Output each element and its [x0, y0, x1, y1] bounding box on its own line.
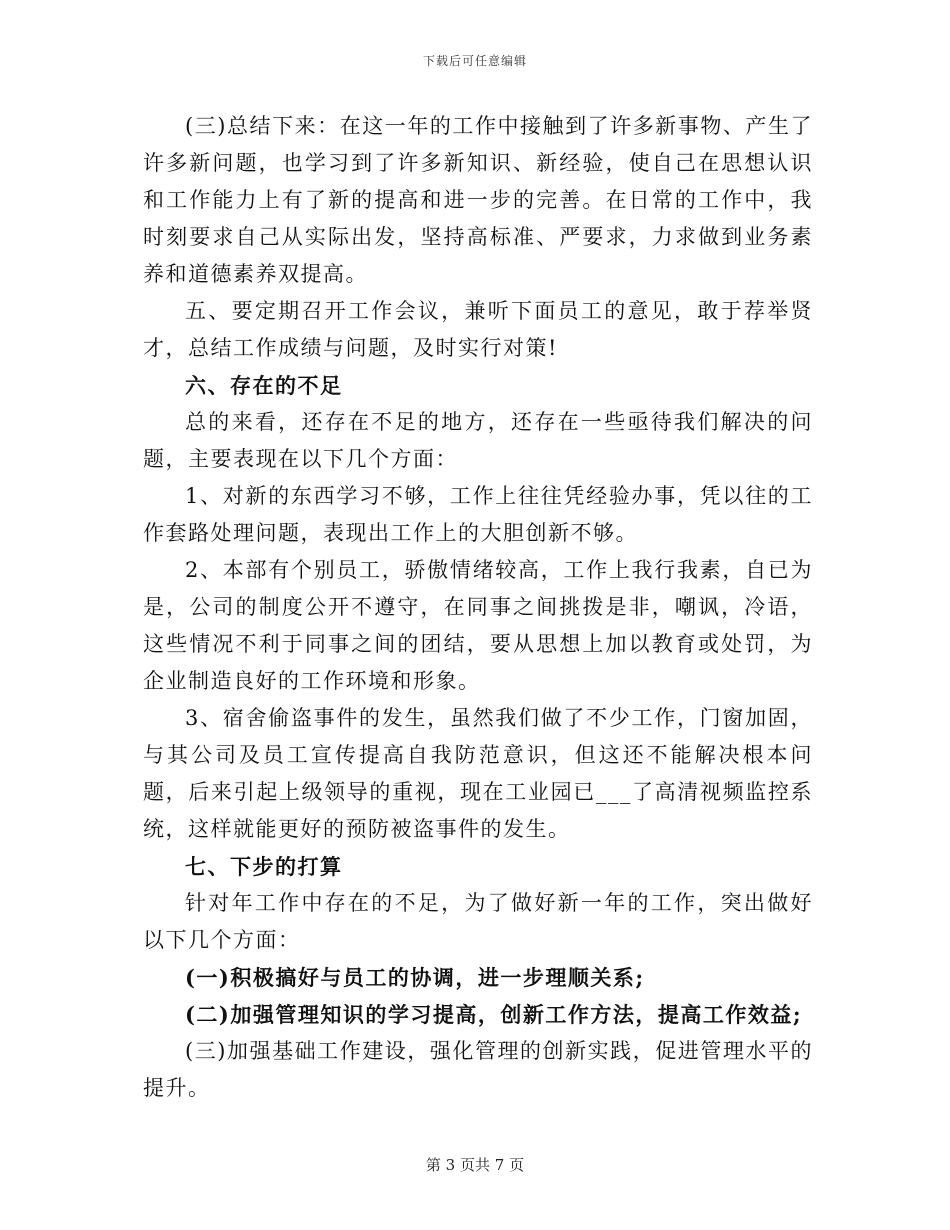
paragraph-shortcoming-3: 3、宿舍偷盗事件的发生，虽然我们做了不少工作，门窗加固，与其公司及员工宣传提高自我防范意识，但这还不能解决根本问题，后来引起上级领导的重视，现在工业园已___了高清视频监控系统，这样就能更好的预防被盗事件的发生。 [143, 706, 813, 841]
paragraph-shortcoming-2: 2、本部有个别员工，骄傲情绪较高，工作上我行我素，自已为是，公司的制度公开不遵守，在同事之间挑拨是非，嘲讽，冷语，这些情况不利于同事之间的团结，要从思想上加以教育或处罚，为企业制造良好的工作环境和形象。 [143, 558, 813, 693]
page-footer: 第 3 页共 7 页 [425, 1156, 525, 1174]
paragraph-shortcoming-1: 1、对新的东西学习不够，工作上往往凭经验办事，凭以往的工作套路处理问题，表现出工作上的大胆创新不够。 [143, 484, 813, 545]
document-body [143, 108, 813, 1107]
paragraph-shortcomings-intro: 总的来看，还存在不足的地方，还存在一些亟待我们解决的问题，主要表现在以下几个方面： [143, 410, 813, 471]
paragraph-meetings: 五、要定期召开工作会议，兼听下面员工的意见，敢于荐举贤才，总结工作成绩与问题，及时实行对策! [143, 299, 813, 360]
paragraph-plan-1: (一)积极搞好与员工的协调，进一步理顺关系; [185, 965, 645, 990]
page-header: 下载后可任意编辑 [422, 54, 527, 68]
paragraph-plan-2: (二)加强管理知识的学习提高，创新工作方法，提高工作效益; [185, 1002, 803, 1027]
paragraph-plan-3: (三)加强基础工作建设，强化管理的创新实践，促进管理水平的提升。 [143, 1039, 813, 1100]
section-heading-next-steps: 七、下步的打算 [185, 854, 343, 879]
paragraph-summary: (三)总结下来：在这一年的工作中接触到了许多新事物、产生了许多新问题，也学习到了许多新知识、新经验，使自己在思想认识和工作能力上有了新的提高和进一步的完善。在日常的工作中，我时刻要求自己从实际出发，坚持高标准、严要求，力求做到业务素养和道德素养双提高。 [143, 114, 813, 286]
paragraph-next-steps-intro: 针对年工作中存在的不足，为了做好新一年的工作，突出做好以下几个方面： [143, 891, 813, 952]
section-heading-shortcomings: 六、存在的不足 [185, 373, 343, 398]
